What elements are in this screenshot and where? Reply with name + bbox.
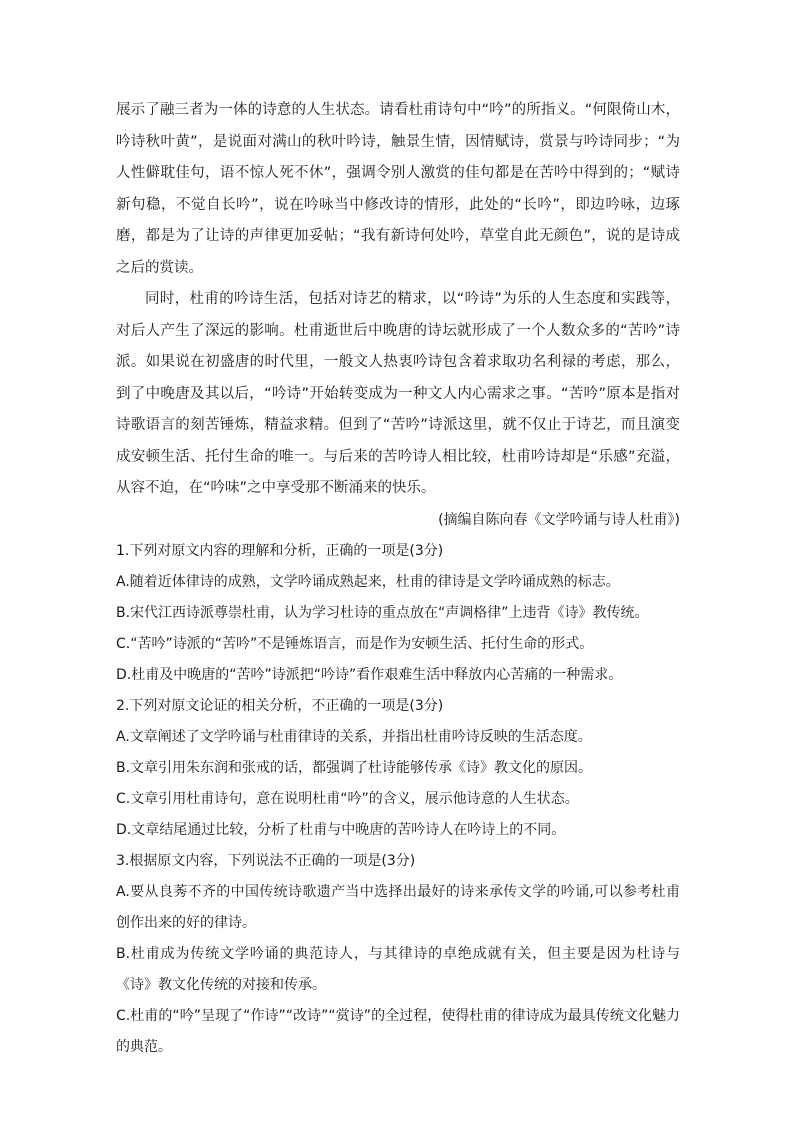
- question-3-stem: 3.根据原文内容，下列说法不正确的一项是(3分): [116, 852, 416, 869]
- question-2-option-b: B.文章引用朱东润和张戒的话，都强调了杜诗能够传承《诗》教文化的原因。: [116, 759, 593, 776]
- document-page: [116, 95, 680, 1063]
- question-3-option-a: A.要从良莠不齐的中国传统诗歌遗产当中选择出最好的诗来承传文学的吟诵,可以参考杜甫创作出来的好的律诗。: [116, 883, 680, 931]
- question-1-option-b: B.宋代江西诗派尊崇杜甫，认为学习杜诗的重点放在“声调格律”上违背《诗》教传统。: [116, 604, 649, 621]
- question-2-option-d: D.文章结尾通过比较，分析了杜甫与中晚唐的苦吟诗人在吟诗上的不同。: [116, 821, 566, 838]
- question-1-option-c: C.“苦吟”诗派的“苦吟”不是锤炼语言，而是作为安顿生活、托付生命的形式。: [116, 635, 594, 652]
- question-2-stem: 2.下列对原文论证的相关分析，不正确的一项是(3分): [116, 697, 444, 714]
- question-1-option-a: A.随着近体律诗的成熟，文学吟诵成熟起来，杜甫的律诗是文学吟诵成熟的标志。: [116, 573, 620, 590]
- question-3-option-b: B.杜甫成为传统文学吟诵的典范诗人，与其律诗的卓绝成就有关，但主要是因为杜诗与《诗》教文化传统的对接和传承。: [116, 945, 680, 993]
- question-3-option-c: C.杜甫的“吟”呈现了“作诗”“改诗”“赏诗”的全过程，使得杜甫的律诗成为最具传统文化魅力的典范。: [116, 1007, 680, 1055]
- question-2-option-c: C.文章引用杜甫诗句，意在说明杜甫“吟”的含义，展示他诗意的人生状态。: [116, 790, 579, 807]
- article-paragraph-2: 同时，杜甫的吟诗生活，包括对诗艺的精求，以“吟诗”为乐的人生态度和实践等，对后人产生了深远的影响。杜甫逝世后中晚唐的诗坛就形成了一个人数众多的“苦吟”诗派。如果说在初盛唐的时代里，一般文人热衷吟诗包含着求取功名利禄的考虑，那么，到了中晚唐及其以后，“吟诗”开始转变成为一种文人内心需求之事。“苦吟”原本是指对诗歌语言的刻苦锤炼，精益求精。但到了“苦吟”诗派这里，就不仅止于诗艺，而且演变成安顿生活、托付生命的唯一。与后来的苦吟诗人相比较，杜甫吟诗却是“乐感”充溢，从容不迫，在“吟味”之中享受那不断涌来的快乐。: [116, 291, 680, 496]
- article-source: (摘编自陈向春《文学吟诵与诗人杜甫》): [438, 511, 680, 528]
- question-1-stem: 1.下列对原文内容的理解和分析，正确的一项是(3分): [116, 542, 444, 559]
- question-2-option-a: A.文章阐述了文学吟诵与杜甫律诗的关系，并指出杜甫吟诗反映的生活态度。: [116, 728, 592, 745]
- question-1-option-d: D.杜甫及中晚唐的“苦吟”诗派把“吟诗”看作艰难生活中释放内心苦痛的一种需求。: [116, 666, 623, 683]
- article-paragraph-1: 展示了融三者为一体的诗意的人生状态。请看杜甫诗句中“吟”的所指义。“何限倚山木，吟诗秋叶黄”，是说面对满山的秋叶吟诗，触景生情，因情赋诗，赏景与吟诗同步；“为人性僻耽佳句，语不惊人死不休”，强调令别人激赏的佳句都是在苦吟中得到的；“赋诗新句稳，不觉自长吟”，说在吟咏当中修改诗的情形，此处的“长吟”，即边吟咏，边琢磨，都是为了让诗的声律更加妥帖；“我有新诗何处吟，草堂自此无颜色”，说的是诗成之后的赏读。: [116, 102, 680, 276]
